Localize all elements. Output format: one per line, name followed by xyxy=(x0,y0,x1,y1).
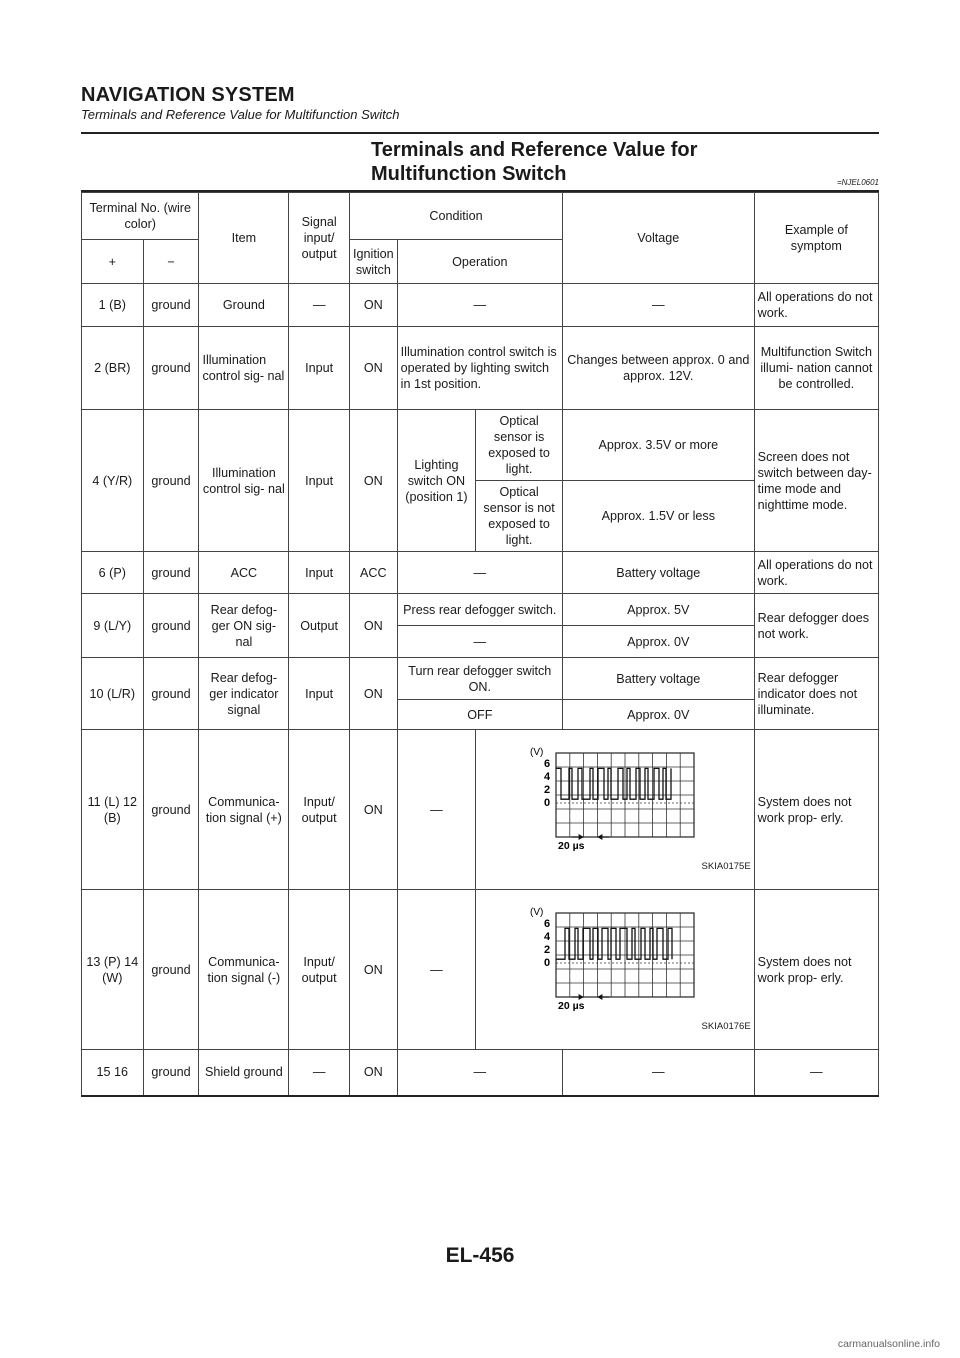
waveform-plus-figure xyxy=(530,745,700,857)
cell-operation: Illumination control switch is operated by lighting switch in 1st position. xyxy=(397,327,562,410)
cell-signal: Input/ output xyxy=(289,730,350,890)
cell-item: Rear defog- ger indicator signal xyxy=(199,658,289,730)
wave-y-label-6: 6 xyxy=(543,757,551,770)
table-row xyxy=(82,890,879,1050)
table-row xyxy=(82,594,879,626)
cell-ignition: ON xyxy=(350,658,398,730)
cell-plus: 10 (L/R) xyxy=(82,658,144,730)
waveform-minus-figure xyxy=(530,905,700,1017)
square-wave-trace xyxy=(556,928,672,959)
cell-item: Communica- tion signal (+) xyxy=(199,730,289,890)
cell-operation-a: Press rear defogger switch. xyxy=(397,594,562,626)
cell-signal: — xyxy=(289,284,350,327)
table-row xyxy=(82,284,879,327)
cell-voltage-a: Approx. 3.5V or more xyxy=(562,410,754,481)
cell-operation-a: Optical sensor is exposed to light. xyxy=(476,410,563,481)
th-minus: − xyxy=(143,240,199,284)
cell-voltage-a: Battery voltage xyxy=(562,658,754,700)
cell-item: Communica- tion signal (-) xyxy=(199,890,289,1050)
cell-signal: Input/ output xyxy=(289,890,350,1050)
cell-plus: 4 (Y/R) xyxy=(82,410,144,552)
cell-item: Shield ground xyxy=(199,1050,289,1096)
cell-voltage: Changes between approx. 0 and approx. 12V. xyxy=(562,327,754,410)
watermark: carmanualsonline.info xyxy=(837,1338,940,1350)
cell-symptom: System does not work prop- erly. xyxy=(754,730,878,890)
section-title-line2: Multifunction Switch xyxy=(371,163,567,185)
cell-operation: Lighting switch ON (position 1) xyxy=(397,410,476,552)
time-arrow-head xyxy=(597,994,602,1000)
cell-operation-b: — xyxy=(397,626,562,658)
cell-voltage-a: Approx. 5V xyxy=(562,594,754,626)
th-plus: + xyxy=(82,240,144,284)
header-subtitle: Terminals and Reference Value for Multifunction Switch xyxy=(81,107,400,122)
wave-unit-label: (V) xyxy=(529,906,544,918)
cell-signal: Input xyxy=(289,327,350,410)
cell-symptom: All operations do not work. xyxy=(754,284,878,327)
cell-ignition: ON xyxy=(350,284,398,327)
cell-symptom: System does not work prop- erly. xyxy=(754,890,878,1050)
cell-ignition: ON xyxy=(350,730,398,890)
cell-plus: 2 (BR) xyxy=(82,327,144,410)
cell-operation: — xyxy=(397,284,562,327)
table-row xyxy=(82,658,879,700)
page-header xyxy=(81,84,879,122)
wave-y-label-4: 4 xyxy=(543,770,551,783)
header-title: NAVIGATION SYSTEM xyxy=(81,84,295,106)
cell-item: Ground xyxy=(199,284,289,327)
cell-signal: Output xyxy=(289,594,350,658)
cell-symptom: All operations do not work. xyxy=(754,552,878,594)
header-rule xyxy=(81,132,879,134)
cell-signal: — xyxy=(289,1050,350,1096)
th-signal: Signal input/ output xyxy=(289,193,350,284)
cell-voltage-b: Approx. 1.5V or less xyxy=(562,481,754,552)
table-row xyxy=(82,730,879,890)
wave-time-label: 20 µs xyxy=(557,999,585,1012)
cell-item: Rear defog- ger ON sig- nal xyxy=(199,594,289,658)
cell-minus: ground xyxy=(143,552,199,594)
cell-symptom: — xyxy=(754,1050,878,1096)
page-number: EL-456 xyxy=(445,1244,515,1267)
cell-symptom: Screen does not switch between day- time mode and nighttime mode. xyxy=(754,410,878,552)
cell-voltage: Battery voltage xyxy=(562,552,754,594)
cell-voltage: — xyxy=(562,284,754,327)
cell-operation-a: Turn rear defogger switch ON. xyxy=(397,658,562,700)
cell-ignition: ON xyxy=(350,1050,398,1096)
th-ignition: Ignition switch xyxy=(350,240,398,284)
th-item: Item xyxy=(199,193,289,284)
cell-ignition: ON xyxy=(350,890,398,1050)
cell-minus: ground xyxy=(143,284,199,327)
cell-item: Illumination control sig- nal xyxy=(199,410,289,552)
cell-ignition: ON xyxy=(350,410,398,552)
time-arrow-head xyxy=(597,834,602,840)
cell-minus: ground xyxy=(143,730,199,890)
cell-waveform xyxy=(476,730,754,890)
table-row xyxy=(82,1050,879,1096)
cell-plus: 15 16 xyxy=(82,1050,144,1096)
table-row xyxy=(82,327,879,410)
cell-ignition: ON xyxy=(350,594,398,658)
wave-y-label-2: 2 xyxy=(543,783,551,796)
cell-minus: ground xyxy=(143,410,199,552)
wave-y-label-0: 0 xyxy=(543,956,551,969)
cell-plus: 1 (B) xyxy=(82,284,144,327)
square-wave-trace xyxy=(556,768,671,799)
cell-voltage-b: Approx. 0V xyxy=(562,700,754,730)
cell-ignition: ON xyxy=(350,327,398,410)
cell-plus: 6 (P) xyxy=(82,552,144,594)
wave-unit-label: (V) xyxy=(529,746,544,758)
cell-operation: — xyxy=(397,552,562,594)
cell-symptom: Rear defogger indicator does not illuminate. xyxy=(754,658,878,730)
cell-plus: 11 (L) 12 (B) xyxy=(82,730,144,890)
figure-id: SKIA0175E xyxy=(701,860,751,872)
header-row xyxy=(82,193,879,240)
cell-plus: 13 (P) 14 (W) xyxy=(82,890,144,1050)
wave-y-label-0: 0 xyxy=(543,796,551,809)
figure-id: SKIA0176E xyxy=(701,1020,751,1032)
wave-y-label-6: 6 xyxy=(543,917,551,930)
cell-signal: Input xyxy=(289,410,350,552)
th-terminal: Terminal No. (wire color) xyxy=(82,193,199,240)
cell-minus: ground xyxy=(143,890,199,1050)
cell-minus: ground xyxy=(143,327,199,410)
cell-symptom: Rear defogger does not work. xyxy=(754,594,878,658)
cell-operation: — xyxy=(397,730,476,890)
cell-item: Illumination control sig- nal xyxy=(199,327,289,410)
cell-voltage-b: Approx. 0V xyxy=(562,626,754,658)
cell-operation-b: Optical sensor is not exposed to light. xyxy=(476,481,563,552)
cell-signal: Input xyxy=(289,658,350,730)
cell-minus: ground xyxy=(143,658,199,730)
wave-y-label-2: 2 xyxy=(543,943,551,956)
cell-waveform xyxy=(476,890,754,1050)
cell-operation: — xyxy=(397,1050,562,1096)
cell-minus: ground xyxy=(143,594,199,658)
wave-time-label: 20 µs xyxy=(557,839,585,852)
section-ref-code: =NJEL0601 xyxy=(836,178,879,187)
cell-item: ACC xyxy=(199,552,289,594)
cell-operation: — xyxy=(397,890,476,1050)
th-condition: Condition xyxy=(350,193,563,240)
cell-signal: Input xyxy=(289,552,350,594)
terminal-table xyxy=(81,192,879,1097)
section-title-line1: Terminals and Reference Value for xyxy=(371,139,698,161)
section-title xyxy=(371,138,791,186)
th-symptom: Example of symptom xyxy=(754,193,878,284)
table-row xyxy=(82,410,879,481)
cell-symptom: Multifunction Switch illumi- nation cannot be controlled. xyxy=(754,327,878,410)
th-operation: Operation xyxy=(397,240,562,284)
cell-minus: ground xyxy=(143,1050,199,1096)
cell-voltage: — xyxy=(562,1050,754,1096)
cell-plus: 9 (L/Y) xyxy=(82,594,144,658)
table-row xyxy=(82,552,879,594)
wave-y-label-4: 4 xyxy=(543,930,551,943)
cell-ignition: ACC xyxy=(350,552,398,594)
cell-operation-b: OFF xyxy=(397,700,562,730)
th-voltage: Voltage xyxy=(562,193,754,284)
